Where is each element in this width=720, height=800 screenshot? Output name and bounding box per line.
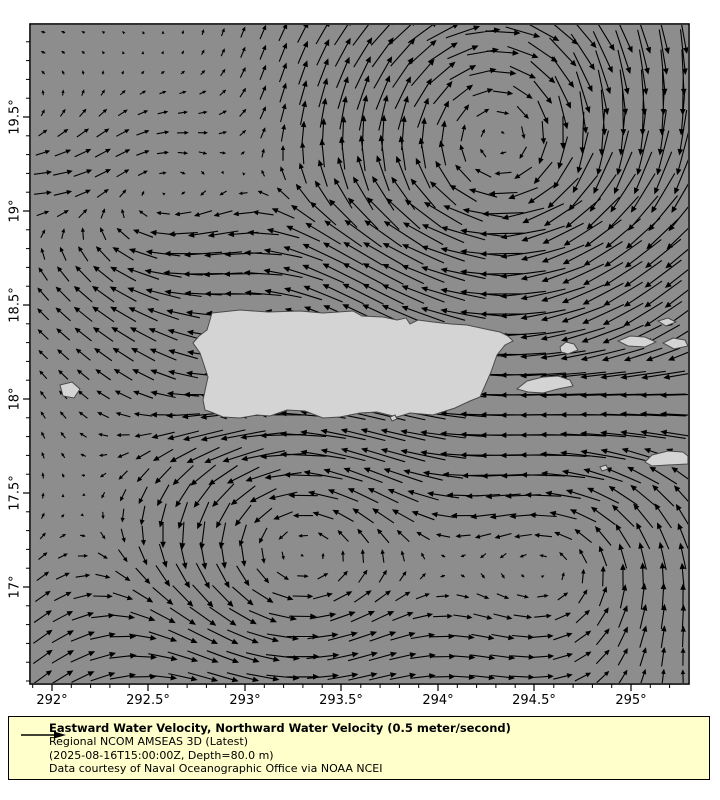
legend-box bbox=[8, 716, 710, 780]
x-axis-tick-label: 294° bbox=[422, 693, 454, 708]
y-axis-tick-label: 19° bbox=[7, 199, 23, 223]
legend-attribution-line: Data courtesy of Naval Oceanographic Office via NOAA NCEI bbox=[49, 762, 383, 776]
y-axis-tick-label: 18.5° bbox=[7, 287, 23, 323]
y-axis-tick-label: 17° bbox=[7, 575, 23, 599]
map-canvas bbox=[31, 25, 688, 683]
legend-title: Eastward Water Velocity, Northward Water Velocity (0.5 meter/second) bbox=[49, 721, 511, 735]
legend-time-depth-line: (2025-08-16T15:00:00Z, Depth=80.0 m) bbox=[49, 748, 274, 762]
island-puerto-rico bbox=[193, 310, 513, 418]
y-axis-tick-label: 17.5° bbox=[7, 475, 23, 511]
x-axis-tick-label: 293° bbox=[229, 693, 261, 708]
y-axis-tick-label: 19.5° bbox=[7, 99, 23, 135]
x-axis-tick-label: 293.5° bbox=[319, 693, 363, 708]
legend-model-line: Regional NCOM AMSEAS 3D (Latest) bbox=[49, 735, 248, 749]
x-axis-tick-label: 295° bbox=[615, 693, 647, 708]
x-axis-tick-label: 294.5° bbox=[512, 693, 556, 708]
x-axis-tick-label: 292° bbox=[36, 693, 68, 708]
x-axis-tick-label: 292.5° bbox=[126, 693, 170, 708]
legend-text-block bbox=[49, 722, 511, 776]
y-axis-tick-label: 18° bbox=[7, 387, 23, 411]
